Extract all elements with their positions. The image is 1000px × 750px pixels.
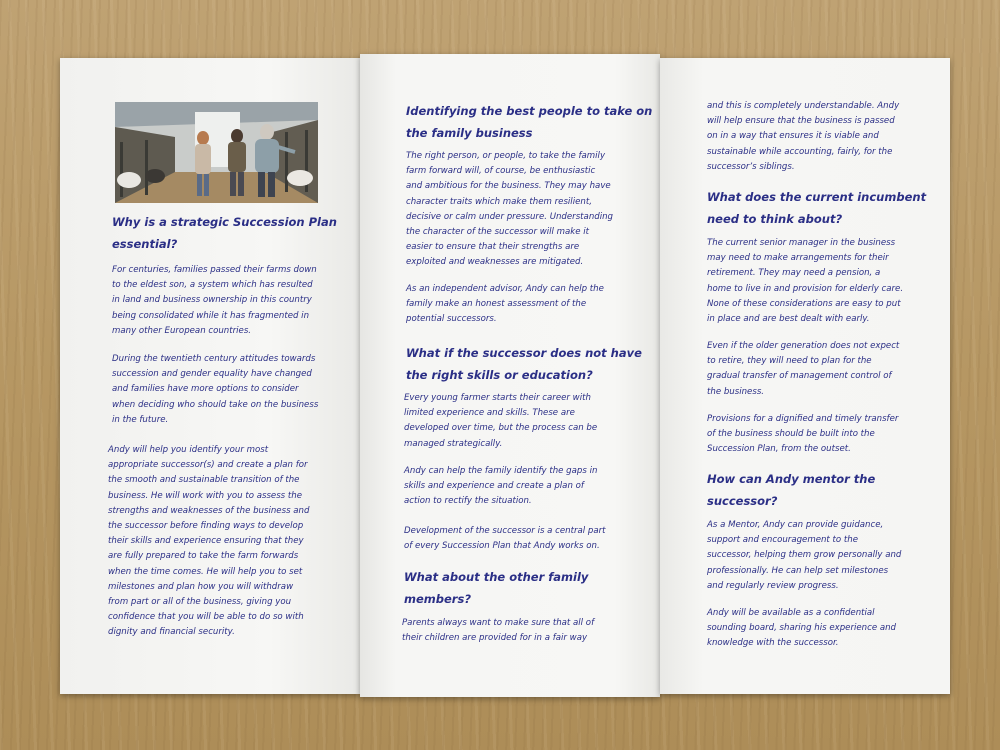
text-line: During the twentieth century attitudes towards bbox=[112, 354, 316, 364]
paragraph-identify-gaps bbox=[404, 464, 597, 510]
text-line: the character of the successor will make it bbox=[406, 227, 590, 238]
text-line: For centuries, families passed their farms down bbox=[112, 265, 317, 275]
text-line: of the business should be built into the bbox=[707, 429, 875, 440]
text-line: Parents always want to make sure that all of bbox=[402, 618, 595, 628]
text-line: milestones and plan how you will withdraw bbox=[108, 581, 294, 592]
paragraph-young-farmer bbox=[404, 391, 597, 452]
paragraph-mentor-guidance bbox=[707, 518, 901, 594]
paragraph-twentieth-century bbox=[112, 352, 318, 428]
heading-successor-skills bbox=[406, 342, 642, 386]
text-line: to the eldest son, a system which has resulted bbox=[112, 280, 313, 291]
text-line: Andy will be available as a confidential bbox=[707, 608, 875, 618]
heading-line: How can Andy mentor the bbox=[707, 472, 876, 486]
heading-line: the right skills or education? bbox=[406, 368, 593, 382]
text-line: None of these considerations are easy to put bbox=[707, 298, 901, 309]
text-line: to retire, they will need to plan for the bbox=[707, 356, 872, 367]
text-line: Andy will help you identify your most bbox=[108, 445, 269, 455]
heading-line: essential? bbox=[112, 237, 178, 251]
text-line: action to rectify the situation. bbox=[404, 496, 532, 507]
text-line: managed strategically. bbox=[404, 438, 503, 449]
family-walking-farm-image bbox=[115, 102, 318, 203]
text-line: in land and business ownership in this country bbox=[112, 295, 312, 306]
text-line: skills and experience and create a plan of bbox=[404, 481, 584, 492]
text-line: Every young farmer starts their career with bbox=[404, 393, 591, 403]
text-line: easier to ensure that their strengths are bbox=[406, 242, 580, 253]
text-line: on in a way that ensures it is viable and bbox=[707, 131, 879, 142]
text-line: Even if the older generation does not expect bbox=[707, 341, 900, 351]
heading-andy-mentor bbox=[707, 468, 875, 512]
text-line: when the time comes. He will help you to set bbox=[108, 566, 303, 577]
text-line: successor’s siblings. bbox=[707, 161, 795, 172]
text-line: exploited and weaknesses are mitigated. bbox=[406, 257, 584, 268]
paragraph-provisions bbox=[707, 412, 898, 458]
heading-line: need to think about? bbox=[707, 212, 843, 226]
text-line: developed over time, but the process can be bbox=[404, 423, 598, 434]
text-line: retirement. They may need a pension, a bbox=[707, 268, 881, 279]
text-line: are fully prepared to take the farm forwards bbox=[108, 551, 299, 562]
text-line: dignity and financial security. bbox=[108, 627, 235, 638]
brochure-panel-middle bbox=[360, 54, 660, 697]
paragraph-sounding-board bbox=[707, 606, 896, 652]
heading-current-incumbent bbox=[707, 186, 926, 230]
text-line: professionally. He can help set milestones bbox=[707, 565, 889, 576]
heading-why-succession-plan bbox=[112, 211, 337, 255]
text-line: their children are provided for in a fair way bbox=[402, 633, 588, 644]
heading-line: Identifying the best people to take on bbox=[406, 104, 653, 118]
paragraph-right-person bbox=[406, 149, 613, 271]
text-line: knowledge with the successor. bbox=[707, 638, 839, 649]
text-line: and ambitious for the business. They may have bbox=[406, 181, 611, 192]
text-line: from part or all of the business, giving you bbox=[108, 597, 292, 608]
heading-line: the family business bbox=[406, 126, 533, 140]
text-line: sustainable while accounting, fairly, for the bbox=[707, 146, 893, 157]
text-line: decisive or calm under pressure. Understanding bbox=[406, 211, 614, 222]
text-line: character traits which make them resilient, bbox=[406, 196, 592, 207]
text-line: farm forward will, of course, be enthusiastic bbox=[406, 166, 596, 177]
paragraph-development-successor bbox=[404, 524, 606, 554]
text-line: Andy can help the family identify the gaps in bbox=[404, 466, 598, 476]
text-line: The current senior manager in the business bbox=[707, 238, 896, 248]
text-line: As an independent advisor, Andy can help the bbox=[406, 284, 604, 294]
text-line: in the future. bbox=[112, 414, 169, 425]
text-line: succession and gender equality have changed bbox=[112, 369, 312, 380]
text-line: The right person, or people, to take the family bbox=[406, 151, 606, 161]
text-line: many other European countries. bbox=[112, 325, 252, 336]
heading-line: successor? bbox=[707, 494, 778, 508]
text-line: in place and are best dealt with early. bbox=[707, 314, 870, 325]
text-line: the smooth and sustainable transition of the bbox=[108, 475, 300, 486]
heading-line: What about the other family bbox=[404, 570, 589, 584]
heading-line: Why is a strategic Succession Plan bbox=[112, 215, 337, 229]
text-line: confidence that you will be able to do so with bbox=[108, 612, 304, 623]
text-line: support and encouragement to the bbox=[707, 535, 858, 546]
text-line: business. He will work with you to assess the bbox=[108, 490, 302, 501]
text-line: strengths and weaknesses of the business and bbox=[108, 505, 310, 516]
paragraph-parents-fair bbox=[402, 616, 594, 646]
text-line: Provisions for a dignified and timely transfer bbox=[707, 414, 899, 424]
heading-line: What does the current incumbent bbox=[707, 190, 927, 204]
heading-other-family-members bbox=[404, 566, 588, 610]
text-line: appropriate successor(s) and create a plan for bbox=[108, 460, 308, 471]
paragraph-centuries bbox=[112, 263, 317, 339]
text-line: successor, helping them grow personally and bbox=[707, 550, 902, 561]
text-line: gradual transfer of management control of bbox=[707, 371, 892, 382]
paragraph-older-generation bbox=[707, 339, 899, 400]
paragraph-senior-manager bbox=[707, 236, 903, 327]
text-line: family make an honest assessment of the bbox=[406, 299, 587, 310]
text-line: and regularly review progress. bbox=[707, 580, 839, 591]
text-line: and this is completely understandable. Andy bbox=[707, 101, 900, 111]
text-line: when deciding who should take on the business bbox=[112, 399, 319, 410]
text-line: the successor before finding ways to develop bbox=[108, 521, 304, 532]
heading-identifying-best-people bbox=[406, 100, 652, 144]
text-line: limited experience and skills. These are bbox=[404, 408, 575, 419]
paragraph-independent-advisor bbox=[406, 282, 604, 328]
text-line: potential successors. bbox=[406, 314, 497, 325]
text-line: their skills and experience ensuring that they bbox=[108, 536, 304, 547]
brochure-panel-right bbox=[660, 58, 950, 694]
text-line: As a Mentor, Andy can provide guidance, bbox=[707, 520, 884, 530]
text-line: of every Succession Plan that Andy works on. bbox=[404, 541, 600, 552]
text-line: the business. bbox=[707, 386, 765, 397]
text-line: home to live in and provision for elderly care. bbox=[707, 283, 904, 294]
text-line: will help ensure that the business is passed bbox=[707, 116, 895, 127]
text-line: sounding board, sharing his experience and bbox=[707, 623, 897, 634]
text-line: being consolidated while it has fragmented in bbox=[112, 310, 310, 321]
paragraph-understandable bbox=[707, 99, 899, 175]
text-line: Development of the successor is a central part bbox=[404, 526, 606, 536]
heading-line: What if the successor does not have bbox=[406, 346, 642, 360]
brochure-panel-left bbox=[60, 58, 360, 694]
text-line: and families have more options to consider bbox=[112, 384, 299, 395]
paragraph-andy-identify bbox=[108, 443, 309, 641]
text-line: may need to make arrangements for their bbox=[707, 253, 889, 264]
heading-line: members? bbox=[404, 592, 471, 606]
text-line: Succession Plan, from the outset. bbox=[707, 444, 851, 455]
